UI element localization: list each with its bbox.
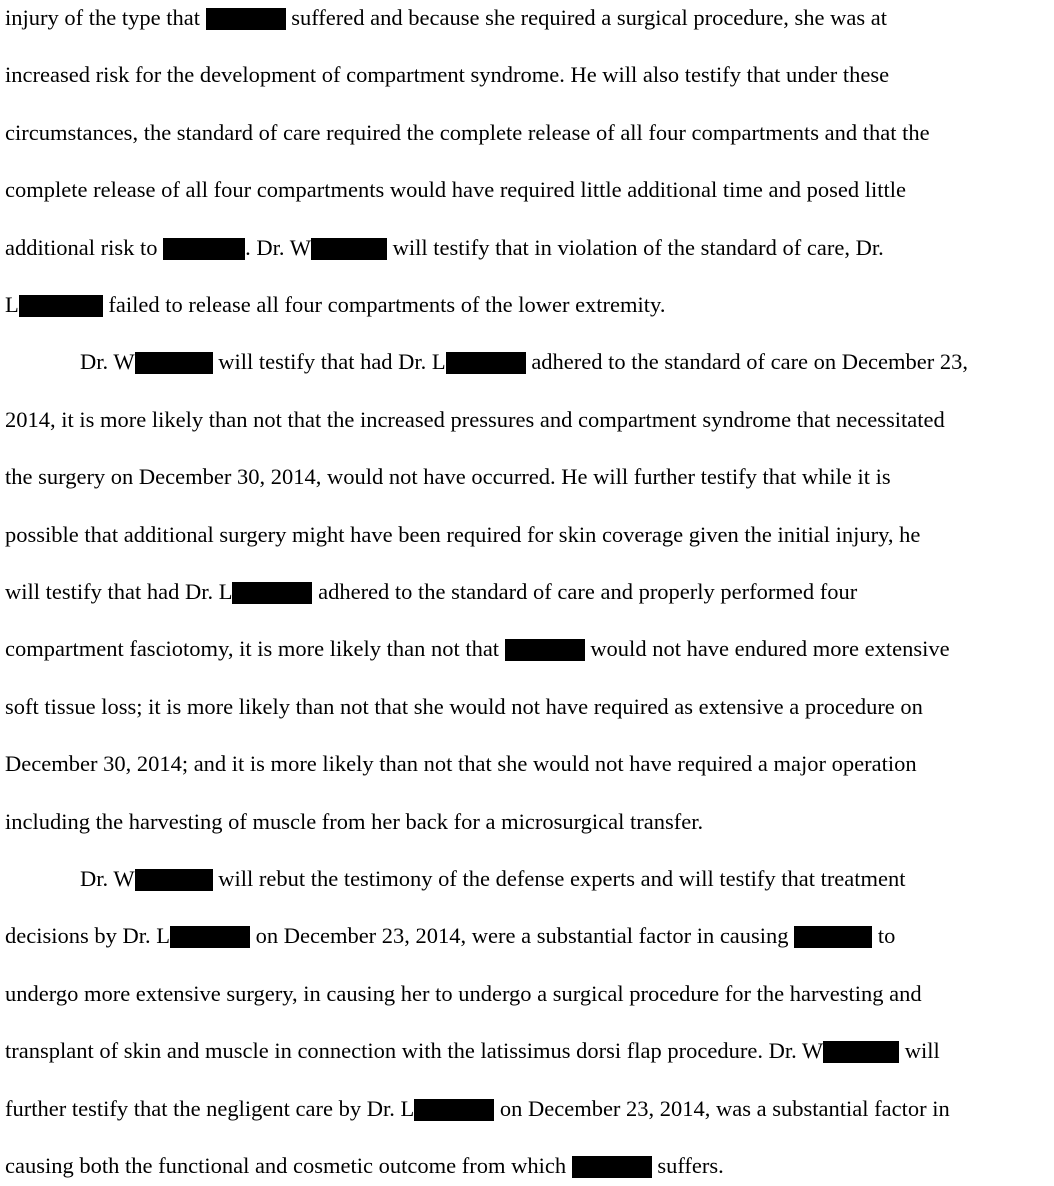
text-line [5, 405, 945, 435]
text-segment: circumstances, the standard of care required the complete release of all four compartments and that the [5, 119, 930, 145]
text-line [5, 692, 923, 722]
text-line [5, 921, 895, 951]
text-segment: additional risk to [5, 234, 164, 260]
text-segment: undergo more extensive surgery, in causing her to undergo a surgical procedure for the harvesting and [5, 980, 922, 1006]
text-line [5, 577, 857, 607]
text-line [5, 60, 889, 90]
redaction-box [311, 238, 387, 260]
text-segment: further testify that the negligent care by Dr. L [5, 1095, 415, 1121]
text-segment: including the harvesting of muscle from her back for a microsurgical transfer. [5, 808, 704, 834]
text-line [5, 1036, 940, 1066]
text-segment: will testify that in violation of the standard of care, Dr. [386, 234, 884, 260]
redaction-box [505, 639, 585, 661]
text-line [5, 233, 884, 263]
text-line [80, 864, 906, 894]
text-segment: adhered to the standard of care and properly performed four [312, 579, 858, 604]
text-line [5, 118, 930, 148]
text-segment: L [5, 292, 19, 317]
text-segment: will [899, 1038, 940, 1064]
redaction-box [414, 1099, 494, 1121]
text-segment: adhered to the standard of care on December 23, [525, 349, 968, 375]
text-line [5, 749, 917, 779]
text-segment: increased risk for the development of compartment syndrome. He will also testify that under these [5, 62, 890, 88]
redaction-box [163, 238, 245, 260]
text-segment: suffers. [651, 1153, 724, 1178]
text-segment: possible that additional surgery might have been required for skin coverage given the initial injury, he [5, 521, 921, 547]
redaction-box [19, 295, 103, 317]
text-line [5, 1094, 950, 1124]
text-line [5, 290, 665, 320]
text-line [5, 1151, 724, 1181]
text-segment: December 30, 2014; and it is more likely than not that she would not have required a major operation [5, 751, 917, 777]
text-segment: on December 23, 2014, was a substantial factor in [494, 1095, 950, 1121]
text-segment: on December 23, 2014, were a substantial factor in causing [249, 923, 795, 949]
text-segment: the surgery on December 30, 2014, would not have occurred. He will further testify that while it is [5, 464, 891, 490]
text-segment: injury of the type that [5, 5, 206, 30]
text-line [5, 462, 891, 492]
text-line [5, 175, 906, 205]
text-segment: would not have endured more extensive [584, 636, 950, 662]
text-segment: will rebut the testimony of the defense experts and will testify that treatment [212, 866, 906, 891]
redaction-box [170, 926, 250, 948]
text-line [5, 520, 920, 550]
text-segment: soft tissue loss; it is more likely than not that she would not have required as extensive a procedure on [5, 693, 923, 719]
text-segment: Dr. W [80, 349, 135, 375]
text-segment: . Dr. W [245, 234, 311, 260]
text-segment: to [872, 923, 896, 949]
text-segment: 2014, it is more likely than not that the increased pressures and compartment syndrome that necessitated [5, 406, 945, 432]
text-segment: decisions by Dr. L [5, 923, 170, 949]
text-line [5, 3, 887, 33]
redaction-box [823, 1041, 899, 1063]
text-segment: failed to release all four compartments of the lower extremity. [102, 292, 666, 317]
text-line [5, 807, 703, 837]
text-segment: transplant of skin and muscle in connection with the latissimus dorsi flap procedure. Dr. W [5, 1038, 824, 1064]
text-segment: compartment fasciotomy, it is more likely than not that [5, 636, 505, 662]
text-line [5, 634, 950, 664]
redaction-box [206, 8, 286, 30]
text-segment: Dr. W [80, 866, 135, 891]
redaction-box [135, 352, 213, 374]
redaction-box [446, 352, 526, 374]
text-segment: will testify that had Dr. L [5, 579, 233, 604]
redaction-box [794, 926, 872, 948]
redaction-box [572, 1156, 652, 1178]
text-line [5, 979, 922, 1009]
text-segment: will testify that had Dr. L [212, 349, 446, 375]
text-segment: complete release of all four compartments would have required little additional time and posed little [5, 177, 906, 203]
redaction-box [135, 869, 213, 891]
text-segment: suffered and because she required a surgical procedure, she was at [285, 5, 887, 30]
redaction-box [232, 582, 312, 604]
text-segment: causing both the functional and cosmetic outcome from which [5, 1153, 572, 1178]
text-line [80, 347, 968, 377]
